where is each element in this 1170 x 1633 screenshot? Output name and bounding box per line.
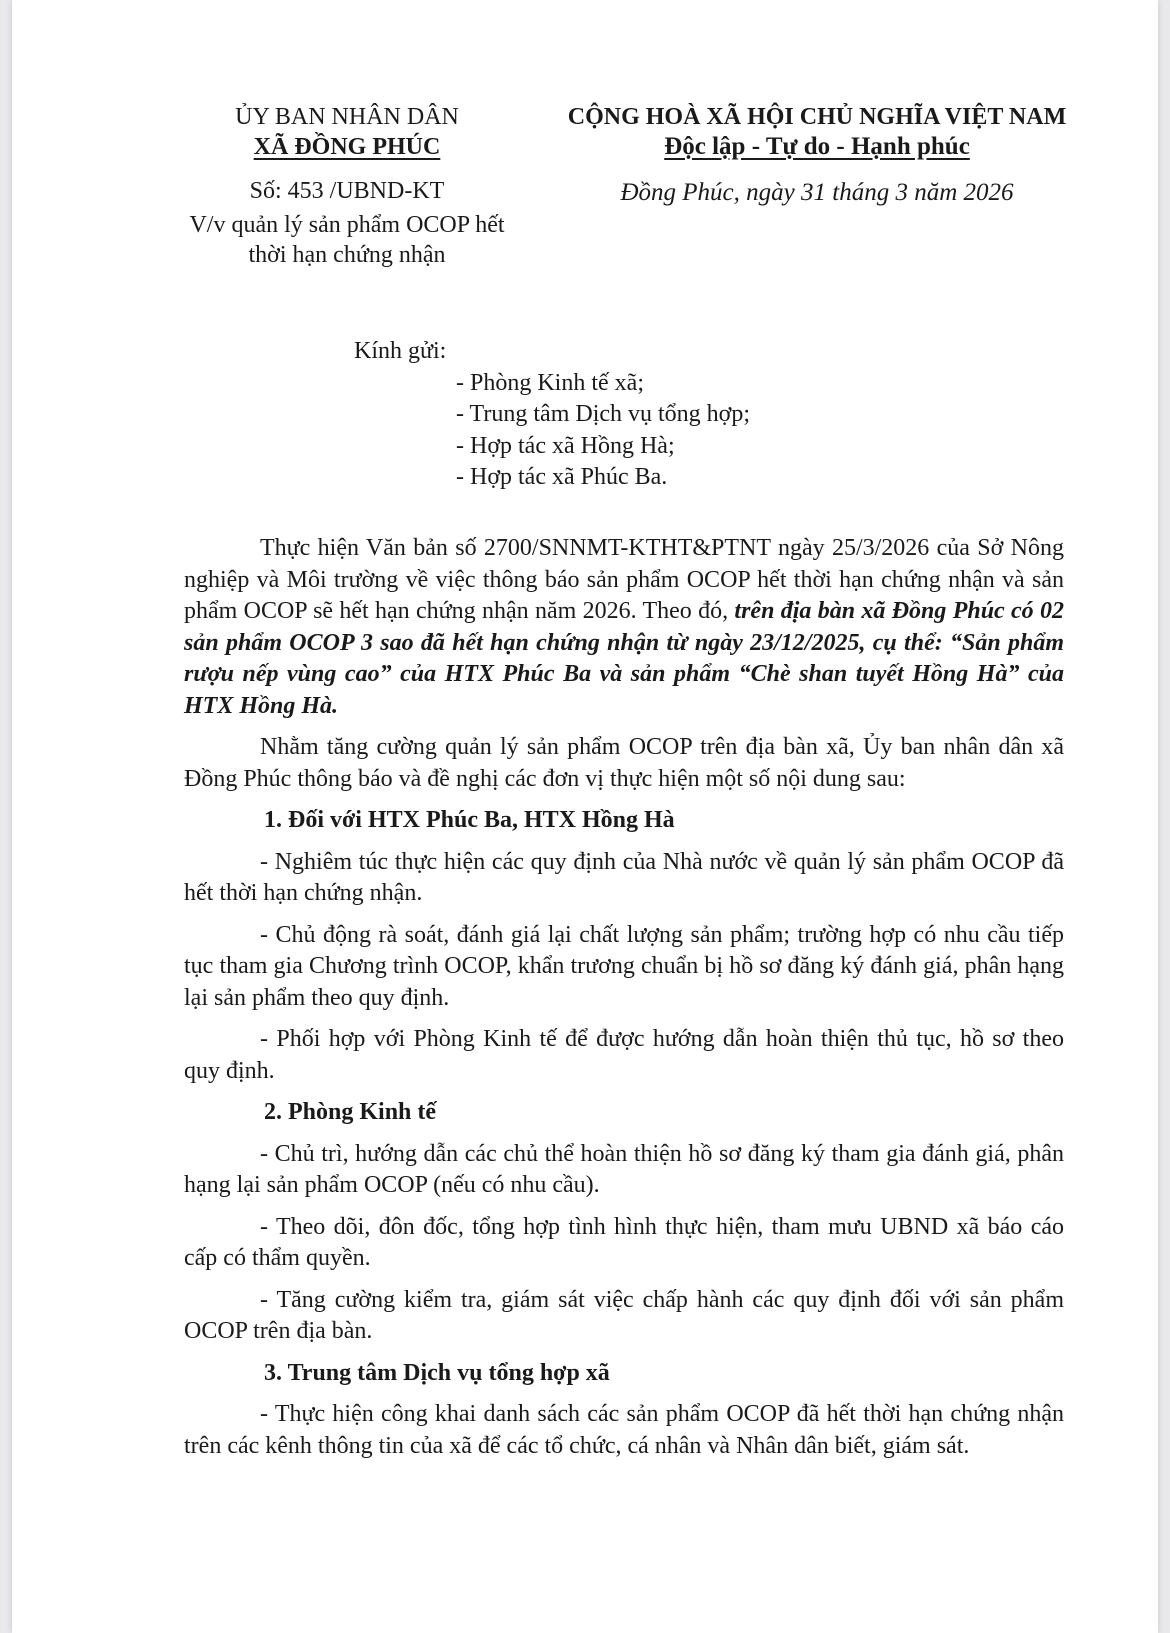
recipient-item: - Hợp tác xã Hồng Hà; xyxy=(456,432,675,459)
intro-emphasis: trên địa bàn xã Đồng Phúc có 02 sản phẩm OCOP 3 sao đã hết hạn chứng nhận từ ngày 23/12/2025, cụ thể: “Sản phẩm rượu nếp vùng cao” của HTX Phúc Ba và sản phẩm “Chè shan tuyết Hồng Hà” của HTX Hồng Hà. xyxy=(184,598,1064,719)
intro-text: Thực hiện Văn bản số 2700/SNNMT-KTHT&PTNT ngày 25/3/2026 của Sở Nông nghiệp và Môi trường về việc thông báo sản phẩm OCOP hết thời hạn chứng nhận và sản phẩm OCOP sẽ hết hạn chứng nhận năm 2026. Theo đó, xyxy=(184,535,1064,624)
subject-line-1: V/v quản lý sản phẩm OCOP hết xyxy=(189,212,505,238)
recipients-label: Kính gửi: xyxy=(354,338,447,364)
subject-line-2: thời hạn chứng nhận xyxy=(248,242,446,268)
recipients-list xyxy=(354,368,750,494)
document-body xyxy=(184,533,1064,1472)
section-1-item: - Chủ động rà soát, đánh giá lại chất lượng sản phẩm; trường hợp có nhu cầu tiếp tục tham gia Chương trình OCOP, khẩn trương chuẩn bị hồ sơ đăng ký đánh giá, phân hạng lại sản phẩm theo quy định. xyxy=(184,921,1064,1011)
section-2-title: 2. Phòng Kinh tế xyxy=(264,1099,437,1125)
intro-paragraph xyxy=(184,533,1064,722)
org-line-2: XÃ ĐỒNG PHÚC xyxy=(253,134,441,160)
section-2-item: - Tăng cường kiểm tra, giám sát việc chấp hành các quy định đối với sản phẩm OCOP trên địa bàn. xyxy=(184,1286,1064,1344)
issuer-block xyxy=(162,102,532,270)
purpose-paragraph: Nhằm tăng cường quản lý sản phẩm OCOP trên địa bàn xã, Ủy ban nhân dân xã Đồng Phúc thông báo và đề nghị các đơn vị thực hiện một số nội dung sau: xyxy=(184,734,1064,792)
national-block xyxy=(532,102,1102,208)
section-3-item: - Thực hiện công khai danh sách các sản phẩm OCOP đã hết thời hạn chứng nhận trên các kênh thông tin của xã để các tổ chức, cá nhân và Nhân dân biết, giám sát. xyxy=(184,1401,1064,1459)
section-1-title: 1. Đối với HTX Phúc Ba, HTX Hồng Hà xyxy=(264,807,675,833)
recipient-item: - Hợp tác xã Phúc Ba. xyxy=(456,464,668,490)
org-line-1: ỦY BAN NHÂN DÂN xyxy=(235,104,459,130)
section-1-item: - Nghiêm túc thực hiện các quy định của Nhà nước về quản lý sản phẩm OCOP đã hết thời hạn chứng nhận. xyxy=(184,848,1064,906)
section-1-item: - Phối hợp với Phòng Kinh tế để được hướng dẫn hoàn thiện thủ tục, hồ sơ theo quy định. xyxy=(184,1026,1064,1084)
section-2-item: - Theo dõi, đôn đốc, tổng hợp tình hình thực hiện, tham mưu UBND xã báo cáo cấp có thẩm quyền. xyxy=(184,1213,1064,1271)
recipient-item: - Trung tâm Dịch vụ tổng hợp; xyxy=(456,401,751,427)
recipients-block xyxy=(354,336,750,494)
section-2-item: - Chủ trì, hướng dẫn các chủ thể hoàn thiện hồ sơ đăng ký tham gia đánh giá, phân hạng lại sản phẩm OCOP (nếu có nhu cầu). xyxy=(184,1140,1064,1198)
section-3-title: 3. Trung tâm Dịch vụ tổng hợp xã xyxy=(264,1359,610,1386)
doc-number: Số: 453 /UBND-KT xyxy=(249,178,445,204)
document-page xyxy=(12,0,1158,1633)
national-title: CỘNG HOÀ XÃ HỘI CHỦ NGHĨA VIỆT NAM xyxy=(567,104,1067,130)
recipient-item: - Phòng Kinh tế xã; xyxy=(456,369,644,396)
place-date: Đồng Phúc, ngày 31 tháng 3 năm 2026 xyxy=(620,179,1014,206)
motto: Độc lập - Tự do - Hạnh phúc xyxy=(664,133,970,160)
